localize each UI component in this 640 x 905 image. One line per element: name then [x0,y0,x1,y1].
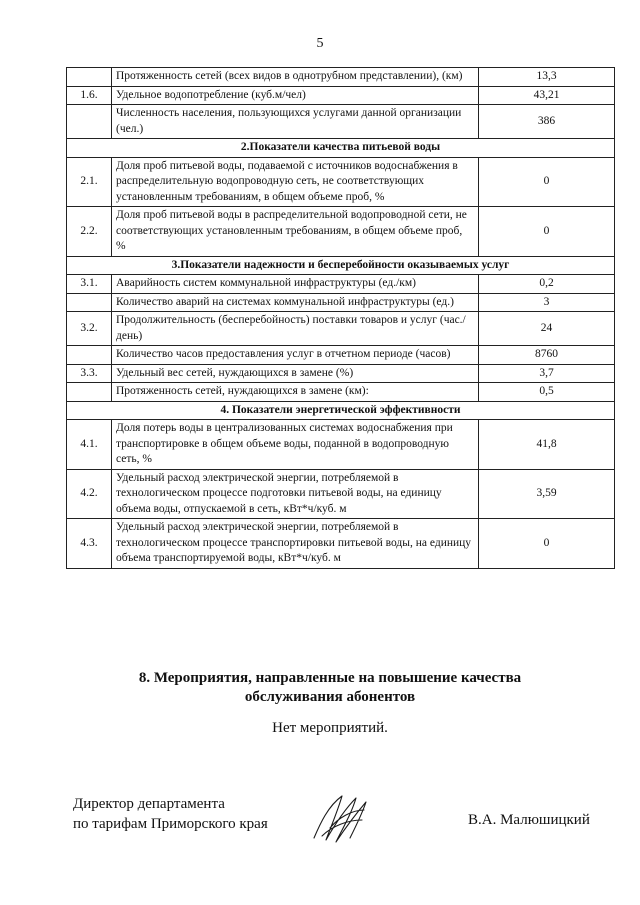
table-row [67,86,615,105]
row-number: 3.3. [67,364,112,383]
signer-title [73,794,268,834]
indicator-name: Доля проб питьевой воды, подаваемой с источников водоснабжения в распределительную водопроводную сеть, не соответствующих установленным требованиям, в общем объеме проб, % [112,157,479,207]
indicator-value: 43,21 [479,86,615,105]
section-title: 3.Показатели надежности и бесперебойности оказываемых услуг [67,256,615,275]
section-8-heading [60,669,600,707]
signer-title-line-2: по тарифам Приморского края [73,816,268,832]
indicator-value: 0 [479,207,615,257]
row-number [67,68,112,87]
row-number [67,346,112,365]
indicator-name: Доля потерь воды в централизованных системах водоснабжения при транспортировке в общем объеме воды, поданной в водопроводную сеть, % [112,420,479,470]
table-row [67,275,615,294]
table-row [67,105,615,139]
table-row [67,364,615,383]
row-number: 4.2. [67,469,112,519]
row-number [67,293,112,312]
indicator-value: 3 [479,293,615,312]
indicators-table-body [67,68,615,569]
indicator-name: Доля проб питьевой воды в распределительной водопроводной сети, не соответствующих установленным требованиям, в общем объеме проб, % [112,207,479,257]
indicator-name: Удельный расход электрической энергии, потребляемой в технологическом процессе подготовки питьевой воды, на единицу объема воды, отпускаемой в сеть, кВт*ч/куб. м [112,469,479,519]
table-row [67,68,615,87]
indicator-name: Аварийность систем коммунальной инфраструктуры (ед./км) [112,275,479,294]
indicator-name: Количество аварий на системах коммунальной инфраструктуры (ед.) [112,293,479,312]
indicator-name: Удельный вес сетей, нуждающихся в замене (%) [112,364,479,383]
indicator-value: 41,8 [479,420,615,470]
row-number: 1.6. [67,86,112,105]
indicator-name: Удельное водопотребление (куб.м/чел) [112,86,479,105]
indicator-value: 3,7 [479,364,615,383]
indicator-value: 3,59 [479,469,615,519]
signer-title-line-1: Директор департамента [73,796,225,812]
table-row [67,207,615,257]
table-row [67,157,615,207]
row-number: 4.1. [67,420,112,470]
handwritten-signature [308,790,372,846]
indicator-value: 0 [479,157,615,207]
row-number: 3.1. [67,275,112,294]
indicator-value: 0,5 [479,383,615,402]
indicator-name: Количество часов предоставления услуг в отчетном периоде (часов) [112,346,479,365]
table-row [67,519,615,569]
indicator-value: 0,2 [479,275,615,294]
row-number: 3.2. [67,312,112,346]
table-row [67,346,615,365]
table-row [67,420,615,470]
page-number: 5 [316,36,324,51]
table-row [67,293,615,312]
indicator-value: 13,3 [479,68,615,87]
indicator-name: Продолжительность (бесперебойность) поставки товаров и услуг (час./день) [112,312,479,346]
section-header-row [67,139,615,158]
indicator-value: 386 [479,105,615,139]
table-row [67,383,615,402]
indicator-value: 8760 [479,346,615,365]
row-number: 2.1. [67,157,112,207]
table-row [67,469,615,519]
indicator-name: Численность населения, пользующихся услугами данной организации (чел.) [112,105,479,139]
indicator-name: Протяженность сетей (всех видов в однотрубном представлении), (км) [112,68,479,87]
row-number [67,105,112,139]
section-8-heading-line-1: 8. Мероприятия, направленные на повышение качества [138,670,522,686]
table-row [67,312,615,346]
no-measures-text: Нет мероприятий. [272,720,388,736]
indicator-name: Протяженность сетей, нуждающихся в замене (км): [112,383,479,402]
signer-name: В.А. Малюшицкий [468,812,590,828]
row-number: 2.2. [67,207,112,257]
section-header-row [67,401,615,420]
row-number [67,383,112,402]
indicators-table [66,67,615,569]
indicator-value: 24 [479,312,615,346]
section-header-row [67,256,615,275]
section-title: 4. Показатели энергетической эффективности [67,401,615,420]
indicator-name: Удельный расход электрической энергии, потребляемой в технологическом процессе транспортировки питьевой воды, на единицу объема транспортируемой воды, кВт*ч/куб. м [112,519,479,569]
row-number: 4.3. [67,519,112,569]
section-8-heading-line-2: обслуживания абонентов [244,689,416,705]
indicator-value: 0 [479,519,615,569]
section-title: 2.Показатели качества питьевой воды [67,139,615,158]
